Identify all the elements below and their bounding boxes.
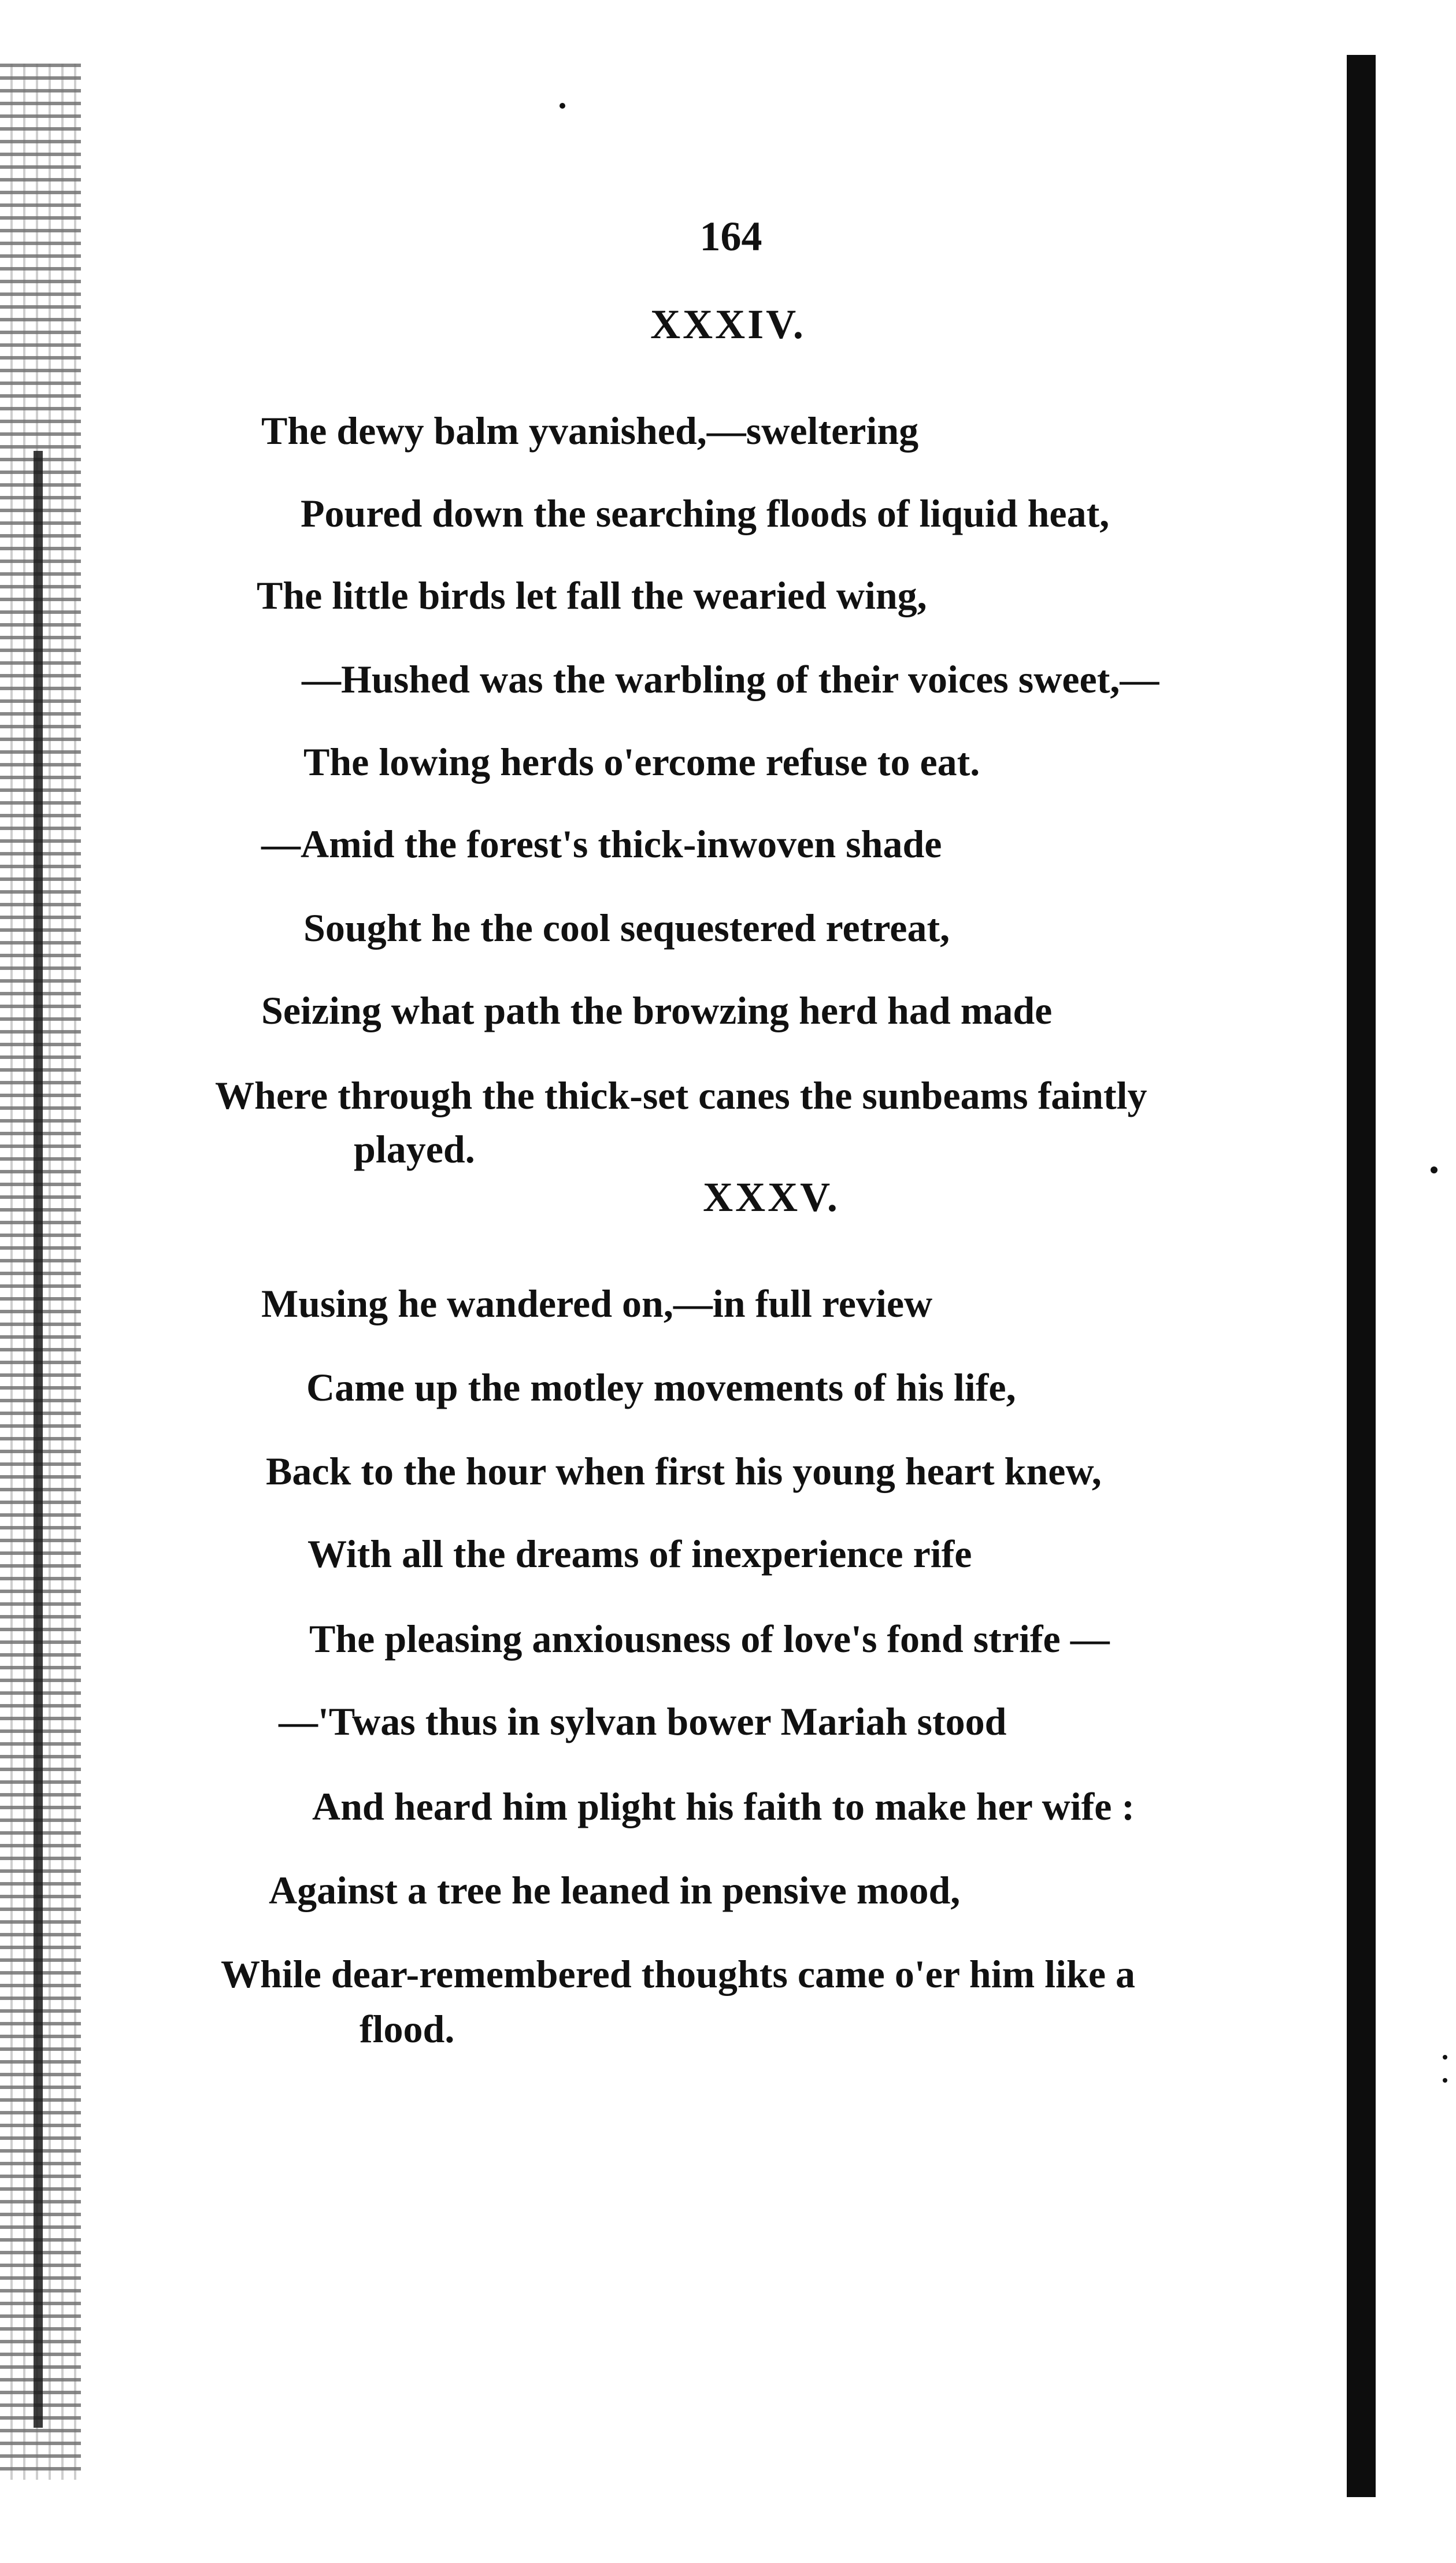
poem-line: Seizing what path the browzing herd had made [261, 988, 1053, 1032]
ink-speck [1443, 2078, 1447, 2083]
poem-line: Back to the hour when first his young heart knew, [266, 1449, 1102, 1493]
poem-line: —Amid the forest's thick-inwoven shade [261, 822, 942, 866]
poem-line: Sought he the cool sequestered retreat, [303, 906, 950, 950]
page-number: 164 [699, 213, 762, 260]
poem-line: Musing he wandered on,—in full review [261, 1282, 933, 1325]
poem-line: Poured down the searching floods of liquid heat, [301, 491, 1110, 535]
ink-speck [1431, 1166, 1438, 1173]
poem-line: And heard him plight his faith to make her wife : [312, 1784, 1135, 1828]
poem-line: Against a tree he leaned in pensive mood, [269, 1868, 961, 1912]
stanza-numeral: XXXV. [703, 1174, 840, 1220]
ink-speck [560, 103, 565, 109]
poem-line: The little birds let fall the wearied wing, [257, 573, 927, 617]
poem-line: The dewy balm yvanished,—sweltering [261, 409, 919, 453]
poem-line: The pleasing anxiousness of love's fond strife — [309, 1617, 1110, 1661]
ink-speck [1443, 2055, 1447, 2060]
stanza-numeral: XXXIV. [650, 301, 806, 347]
poem-line: —Hushed was the warbling of their voices sweet,— [302, 657, 1159, 701]
page-edge-bar [1347, 55, 1376, 2497]
binding-gutter-line [34, 451, 43, 2428]
poem-line: While dear-remembered thoughts came o'er him like a [221, 1952, 1136, 1996]
poem-line: Came up the motley movements of his life, [306, 1365, 1016, 1409]
poem-line: played. [354, 1127, 475, 1171]
poem-line: With all the dreams of inexperience rife [307, 1532, 972, 1576]
poem-line: —'Twas thus in sylvan bower Mariah stood [279, 1699, 1007, 1743]
poem-line: The lowing herds o'ercome refuse to eat. [303, 740, 980, 784]
poem-line: Where through the thick-set canes the sunbeams faintly [215, 1073, 1147, 1117]
poem-line: flood. [360, 2007, 455, 2051]
